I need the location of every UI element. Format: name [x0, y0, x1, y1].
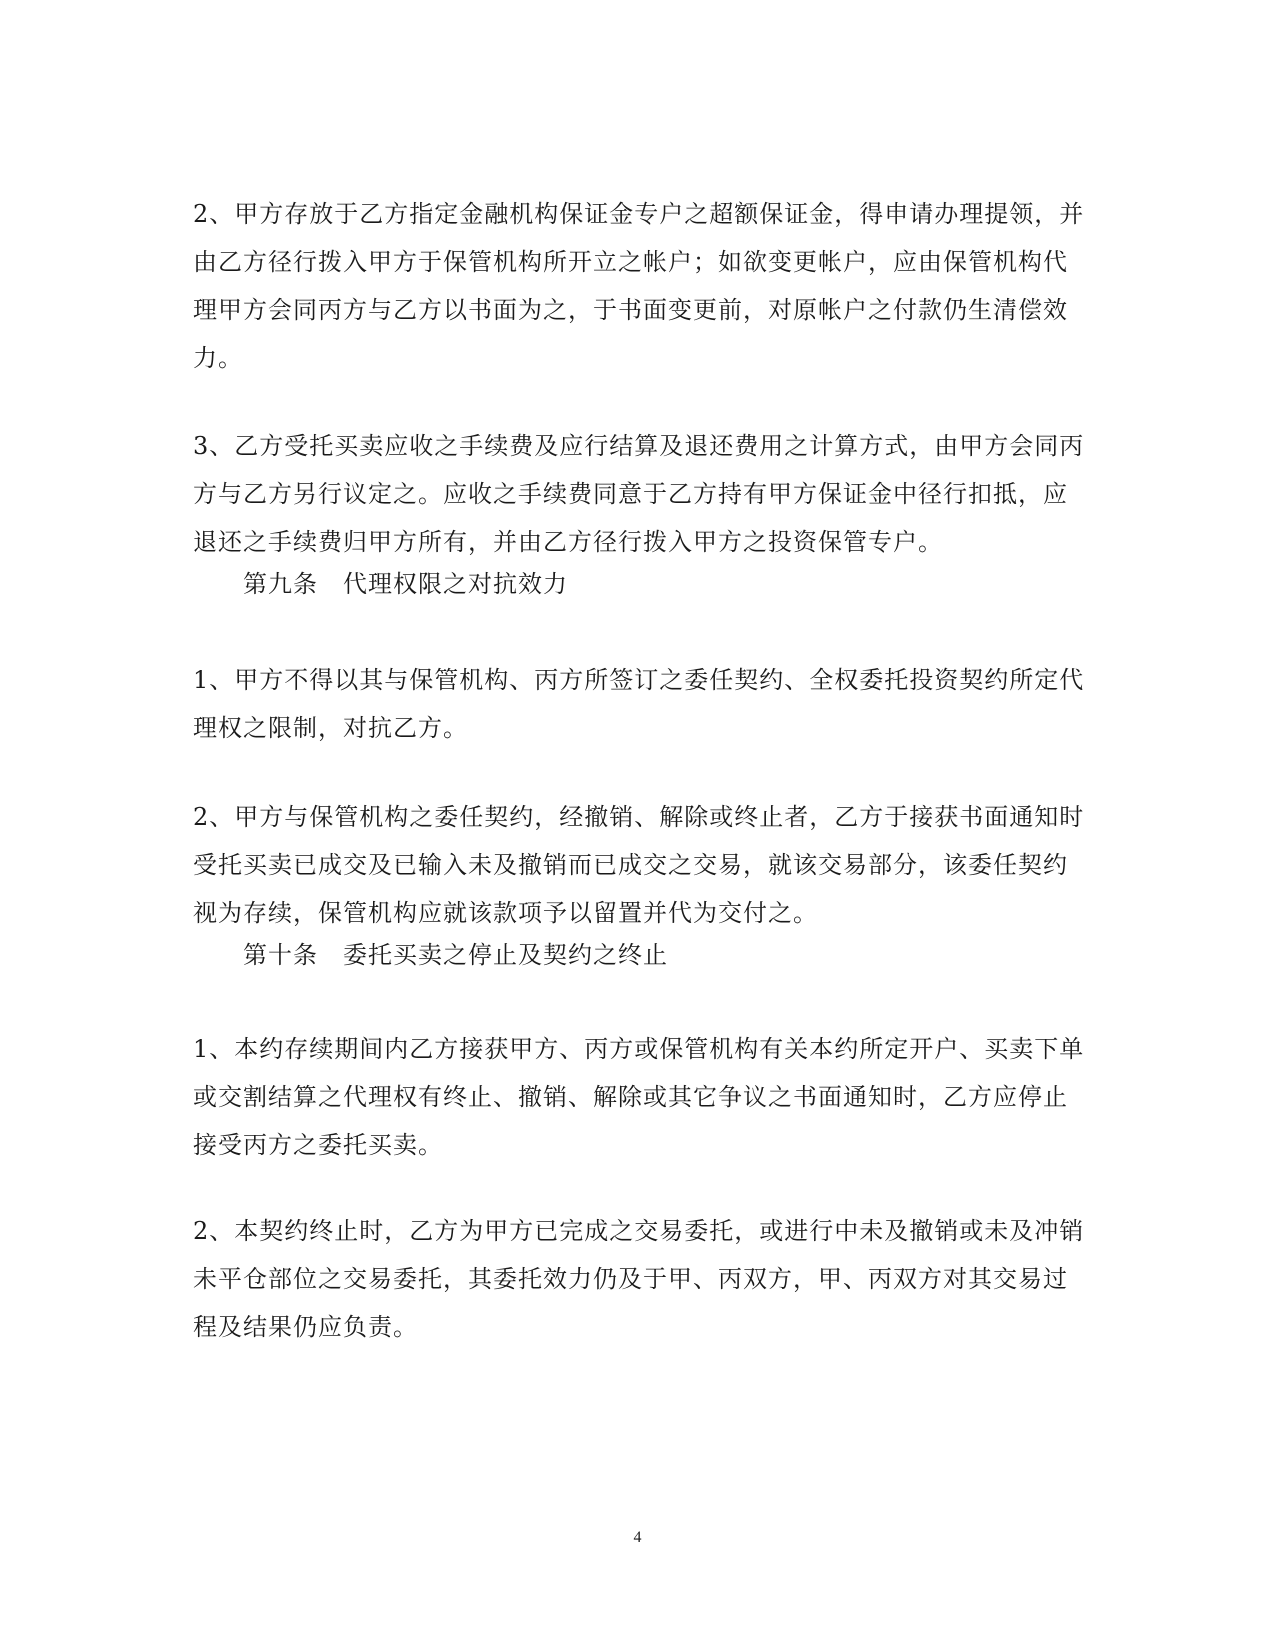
paragraph-line: 理甲方会同丙方与乙方以书面为之，于书面变更前，对原帐户之付款仍生清偿效: [193, 296, 1068, 324]
article-9-heading: 第九条 代理权限之对抗效力: [243, 570, 568, 598]
paragraph-line: 接受丙方之委托买卖。: [193, 1131, 443, 1159]
paragraph-line: 2、甲方存放于乙方指定金融机构保证金专户之超额保证金，得申请办理提领，并: [193, 200, 1085, 228]
article-10-heading: 第十条 委托买卖之停止及契约之终止: [243, 941, 668, 969]
paragraph-line: 力。: [193, 344, 243, 372]
paragraph-3-fees: [193, 422, 1085, 566]
paragraph-2-mandate-revocation: [193, 793, 1085, 937]
paragraph-line: 程及结果仍应负责。: [193, 1313, 418, 1341]
paragraph-line: 退还之手续费归甲方所有，并由乙方径行拨入甲方之投资保管专户。: [193, 528, 943, 556]
paragraph-line: 未平仓部位之交易委托，其委托效力仍及于甲、丙双方，甲、丙双方对其交易过: [193, 1265, 1068, 1293]
paragraph-line: 3、乙方受托买卖应收之手续费及应行结算及退还费用之计算方式，由甲方会同丙: [193, 432, 1085, 460]
paragraph-line: 视为存续，保管机构应就该款项予以留置并代为交付之。: [193, 899, 818, 927]
paragraph-line: 由乙方径行拨入甲方于保管机构所开立之帐户；如欲变更帐户，应由保管机构代: [193, 248, 1068, 276]
paragraph-line: 受托买卖已成交及已输入未及撤销而已成交之交易，就该交易部分，该委任契约: [193, 851, 1068, 879]
paragraph-line: 1、本约存续期间内乙方接获甲方、丙方或保管机构有关本约所定开户、买卖下单: [193, 1035, 1085, 1063]
paragraph-2-withdrawal: [193, 190, 1085, 382]
page-number: 4: [633, 1529, 642, 1546]
paragraph-line: 方与乙方另行议定之。应收之手续费同意于乙方持有甲方保证金中径行扣抵，应: [193, 480, 1068, 508]
paragraph-line: 1、甲方不得以其与保管机构、丙方所签订之委任契约、全权委托投资契约所定代: [193, 666, 1085, 694]
paragraph-line: 理权之限制，对抗乙方。: [193, 714, 468, 742]
paragraph-1-stop-trading: [193, 1025, 1085, 1169]
paragraph-line: 或交割结算之代理权有终止、撤销、解除或其它争议之书面通知时，乙方应停止: [193, 1083, 1068, 1111]
paragraph-line: 2、本契约终止时，乙方为甲方已完成之交易委托，或进行中未及撤销或未及冲销: [193, 1217, 1085, 1245]
paragraph-1-agency-limits: [193, 656, 1085, 752]
paragraph-2-termination: [193, 1207, 1085, 1351]
paragraph-line: 2、甲方与保管机构之委任契约，经撤销、解除或终止者，乙方于接获书面通知时: [193, 803, 1085, 831]
